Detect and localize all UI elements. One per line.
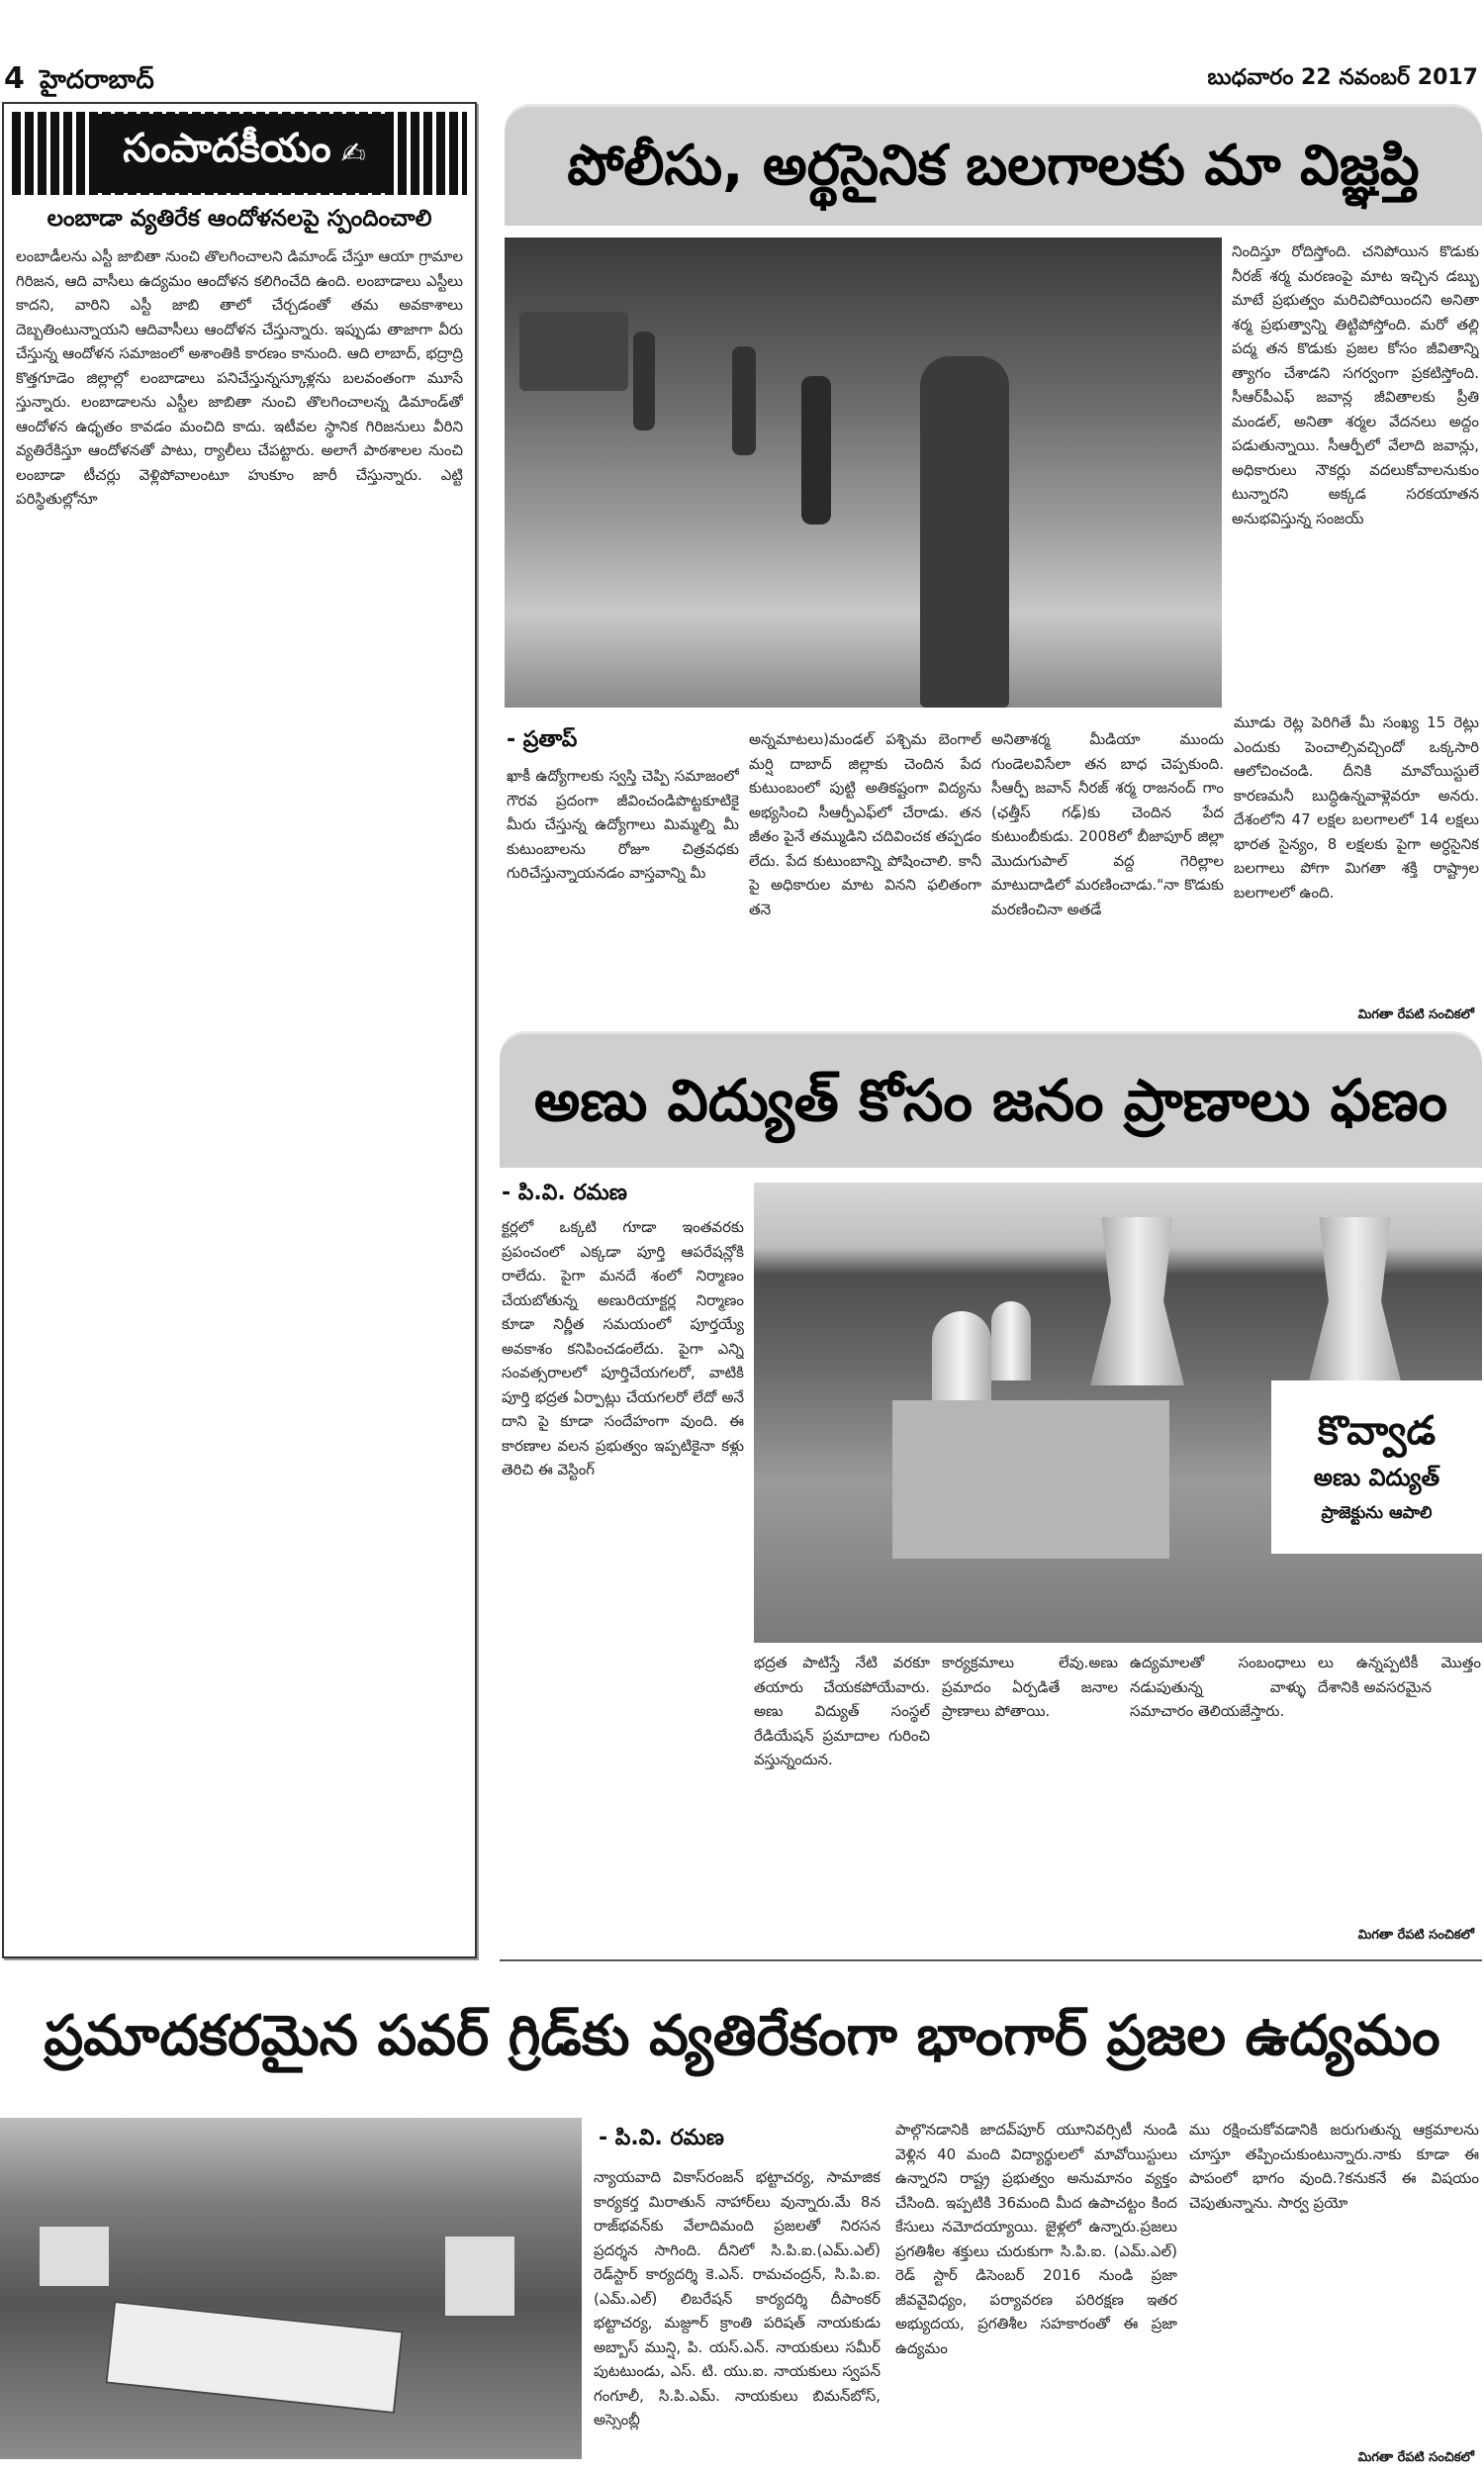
page-number: 4	[4, 61, 25, 96]
editorial-paragraph: లంబాడీలను ఎస్టీ జాబితా నుంచి తొలగించాలని డిమాండ్ చేస్తూ ఆయా గ్రామాల గిరిజన, ఆది వాసీలు ఉద్యమం ఆందోళన కలిగించేది ఉంది. లంబాడాలు ఎస్టీలు కాదని, వారిని ఎస్టీ జాబి తాలో చేర్చడంతో తమ అవకాశాలు దెబ్బతింటున్నాయని ఆదివాసీలు ఆందోళన చేస్తున్నారు. ఇప్పుడు తాజాగా వీరు చేస్తున్న ఆందోళన సమాజంలో అశాంతికి కారణం కానుంది. ఆది లాబాద్, భద్రాద్రి కొత్తగూడెం జిల్లాల్లో లంబాడాలు పనిచేస్తున్నస్కూళ్లను బలవంతంగా మూసే స్తున్నారు. లంబాడాలను ఎస్టీల జాబితా నుంచి తొలగించాలన్న డిమాండ్‌తో ఆందోళన ఉధృతం కావడం మంచిది కాదు. ఇటీవల స్థానిక గిరిజనులు వీరిని వ్యతిరేకిస్తూ ఆందోళనతో పాటు, ర్యాలీలు చేపట్టారు. అలాగే పాఠశాలల నుంచి లంబాడా టీచర్లు వెళ్లిపోవాలంటూ హుకూం జారీ చేస్తున్నారు. ఎట్టి పరిస్థితుల్లోనూ	[16, 247, 463, 508]
nuclear-column-1: భద్రత పాటిస్తే నేటి వరకూ తయారు చేయకపోయేవారు. అణు విద్యుత్ సంస్థల్ రేడియేషన్ ప్రమాదాల గురించి వస్తున్నందున.	[754, 1654, 930, 1768]
nuclear-left-column: క్టర్లలో ఒక్కటి గూడా ఇంతవరకు ప్రపంచంలో ఎక్కడా పూర్తి ఆపరేషన్లోకి రాలేదు. పైగా మనదే శంలో నిర్మాణం చేయబోతున్న అణురియాక్టర్ల నిర్మాణం కూడా నిర్ణీత సమయంలో పూర్తయ్యే అవకాశం కనిపించడంలేదు. పైగా ఎన్ని సంవత్సరాలలో పూర్తిచేయగలరో, వాటికి పూర్తి భద్రత ఏర్పాట్లు చేయగలరో లేదో అనే దాని పై కూడా సందేహంగా వుంది. ఈ కారణాల వలన ప్రభుత్వం ఇప్పటికైనా కళ్లు తెరిచి ఈ వెస్టింగ్	[502, 1218, 744, 1478]
protest-banner-shape	[105, 2301, 403, 2414]
bhangar-column-1: న్యాయవాది వికాస్‌రంజన్ భట్టాచర్య, సామాజిక కార్యకర్త మిరాతున్ నాహార్‌లు వున్నారు.మే 8న రాజ్‌భవన్‌కు వేలాదిమంది ప్రజలతో నిరసన ప్రదర్శన సాగింది. దీనిలో సి.పి.ఐ.(ఎమ్.ఎల్) రెడ్‌స్టార్ కార్యదర్శి కె.ఎన్. రామచంద్రన్, సి.పి.ఐ.(ఎమ్.ఎల్) లిబరేషన్ కార్యదర్శి దీపాంకర్ భట్టాచర్య, మజ్దూర్ క్రాంతి పరిషత్ నాయకుడు అబ్బాస్ మున్షి, పి. యస్.ఎన్. నాయకులు సమీర్ పుటటుండు, ఎస్. టి. యు.ఐ. నాయకులు స్వపన్ గంగూలీ, సి.పి.ఎమ్. నాయకులు బిమన్‌బోస్, అస్సెంబ్లీ	[594, 2168, 881, 2428]
nuclear-plant-photo	[754, 1183, 1482, 1643]
nuclear-column-3: ఉద్యమాలతో సంబంధాలు నడుపుతున్న వాళ్ళు సమాచారం తెలియజేస్తారు.	[1130, 1654, 1306, 1720]
placard-shape	[40, 2227, 109, 2286]
bhangar-column-2: పాల్గొనడానికి జాదవ్‌పూర్ యూనివర్సిటీ నుండి వెళ్లిన 40 మంది విద్యార్థులలో మావోయిస్టులు ఉన్నారని రాష్ట్ర ప్రభుత్వం అనుమానం వ్యక్తం చేసింది. ఇప్పటికి 36మంది మీద ఉపాచట్టం కింద కేసులు నమోదయ్యాయి. జైళ్లలో ఉన్నారు.ప్రజలు ప్రగతిశీల శక్తులు చురుకుగా సి.పి.ఐ. (ఎమ్.ఎల్) రెడ్ స్టార్ డిసెంబర్ 2016 నుండి ప్రజా జీవవైవిధ్యం, పర్యావరణ పరిరక్షణ ఇతర అభ్యుదయ, ప్రగతిశీల సహకారంతో ఈ ప్రజా ఉద్యమం	[895, 2121, 1177, 2357]
section-divider	[500, 1959, 1482, 1961]
editorial-title: లంబాడా వ్యతిరేక ఆందోళనలపై స్పందించాలి	[46, 206, 432, 232]
soldier-figure	[920, 356, 1009, 708]
police-article-headline: పోలీసు, అర్థసైనిక బలగాలకు మా విజ్ఞప్తి	[505, 107, 1482, 226]
soldier-figure	[633, 332, 655, 430]
kovvada-caption-box	[1271, 1380, 1482, 1554]
reactor-dome-shape	[991, 1301, 1031, 1380]
police-column-3: అనితాశర్మ మీడియా ముందు గుండెలవిసేలా తన బాధ చెప్పకుంది. సీఆర్పీ జవాన్ నీరజ్ శర్మ రాజనంద్ గాం (ఛత్తీస్ గఢ్)కు చెందిన పేద కుటుంబీకుడు. 2008లో బీజాపూర్ జిల్లా మొదుగుపాల్ వద్ద గెరిల్లాల మాటుదాడిలో మరణించాడు."నా కొడుకు మరణించినా అతడే	[991, 730, 1224, 918]
police-side-column: నిందిస్తూ రోదిస్తోంది. చనిపోయిన కొడుకు నీరజ్ శర్మ మరణంపై మాట ఇచ్చిన డబ్బు మాటే ప్రభుత్వం మరిచిపోయిందని అనితా శర్మ ప్రభుత్వాన్ని తిట్టిపోస్తోంది. మరో తల్లి పద్మ తన కొడుకు ప్రజల కోసం జీవితాన్ని త్యాగం చేశాడని సగర్వంగా ప్రకటిస్తోంది. సీఆర్‌పీఎఫ్ జవాన్ల జీవితాలకు ప్రీతి మండల్, అనితా శర్మల వేదనలు అద్దం పడుతున్నాయి. సీఆర్పీలో వేలాది జవాన్లు, అధికారులు నౌకర్లు వదలుకోవాలనుకుం టున్నారని అక్కడ సరకయాతన అనుభవిస్తున్న సంజయ్	[1232, 242, 1479, 527]
police-column-1: ఖాకీ ఉద్యోగాలకు స్వస్తి చెప్పి సమాజంలో గౌరవ ప్రదంగా జీవించండిపొట్టకూటికై మీరు చేస్తున్న ఉద్యోగాలు మిమ్మల్ని మీ కుటుంబాలను రోజూ చిత్రవధకు గురిచేస్తున్నాయనడం వాస్తవాన్ని మీ	[507, 767, 739, 882]
soldier-figure	[732, 346, 756, 455]
plant-buildings-shape	[892, 1400, 1169, 1559]
edition-name: హైదరాబాద్	[39, 65, 154, 95]
caption-line-1: కొవ్వాడ	[1317, 1407, 1437, 1454]
editorial-body	[16, 244, 463, 1942]
soldier-figure	[801, 376, 831, 524]
editorial-banner	[12, 112, 467, 195]
nuclear-column-4: లు ఉన్నప్పటికీ మొత్తం దేశానికి అవసరమైన	[1318, 1654, 1481, 1696]
bhangar-protest-photo	[0, 2118, 582, 2459]
bhangar-column-3: ము రక్షించుకోవడానికి జరుగుతున్న ఆక్రమాలను చూస్తూ తప్పించుకుంటున్నారు.నాకు కూడా ఈ పాపంలో భాగం వుంది.?కనుకనే ఈ విషయం చెపుతున్నాను. సార్వ ప్రయో	[1189, 2121, 1479, 2212]
caption-line-3: ప్రాజెక్టును ఆపాలి	[1321, 1502, 1433, 1523]
caption-line-2: అణు విద్యుత్	[1313, 1463, 1440, 1491]
bhangar-article-headline: ప్రమాదకరమైన పవర్ గ్రిడ్‌కు వ్యతిరేకంగా భాంగార్ ప్రజల ఉద్యమం	[44, 2003, 1440, 2068]
cooling-tower-shape	[1308, 1217, 1402, 1385]
nuclear-article-headline: అణు విద్యుత్ కోసం జనం ప్రాణాలు ఫణం	[500, 1034, 1482, 1168]
bhangar-byline: - పి.వి. రమణ	[599, 2126, 724, 2150]
page-header-left	[4, 61, 154, 101]
police-column-2: అన్నమాటలు)మండల్ పశ్చిమ బెంగాల్ మర్షి దాబాద్ జిల్లాకు చెందిన పేద కుటుంబంలో పుట్టి అతికష్టంగా విద్యను అభ్యసించి సీఆర్పీఎఫ్‌లో చేరాడు. తన జీతం పైనే తమ్ముడిని చదివించక తప్పడం లేదు. పేద కుటుంబాన్ని పోషించాలి. కానీ పై అధికారుల మాట వినని ఫలితంగా తనె	[749, 730, 981, 918]
police-byline: - ప్రతాప్	[507, 727, 578, 752]
pen-icon: ✍	[340, 136, 366, 171]
police-column-4: మూడు రెట్ల పెరిగితే మీ సంఖ్య 15 రెట్లు ఎందుకు పెంచాల్సివచ్చిందో ఒక్కసారి ఆలోచించండి. దీనికి మావోయిస్టులే కారణమనీ బుద్ధిఉన్నవాళ్లెవరూ అనరు. దేశంలోని 47 లక్షల బలగాలలో 14 లక్షలు భారత సైన్యం, 8 లక్షలకు పైగా అర్ధసైనిక బలగాలు పోగా మిగతా శక్తి రాష్ట్రాల బలగాలలో ఉంది.	[1234, 714, 1479, 902]
bhangar-continued-note: మిగతా రేపటి సంచికలో	[1358, 2450, 1474, 2468]
nuclear-byline: - పి.వి. రమణ	[502, 1181, 627, 1205]
armored-vehicle-shape	[519, 312, 628, 391]
nuclear-continued-note: మిగతా రేపటి సంచికలో	[1358, 1928, 1474, 1946]
placard-shape	[445, 2237, 514, 2316]
reactor-dome-shape	[932, 1311, 991, 1400]
issue-date: బుధవారం 22 నవంబర్ 2017	[1207, 65, 1478, 90]
nuclear-column-2: కార్యక్రమాలు లేవు.అణు ప్రమాదం ఏర్పడితే జనాల ప్రాణాలు పోతాయి.	[942, 1654, 1118, 1720]
editorial-section	[2, 102, 477, 1958]
cooling-tower-shape	[1090, 1217, 1184, 1385]
security-forces-photo	[505, 238, 1222, 708]
editorial-banner-label: సంపాదకీయం	[123, 126, 331, 171]
police-continued-note: మిగతా రేపటి సంచికలో	[1358, 1007, 1474, 1025]
